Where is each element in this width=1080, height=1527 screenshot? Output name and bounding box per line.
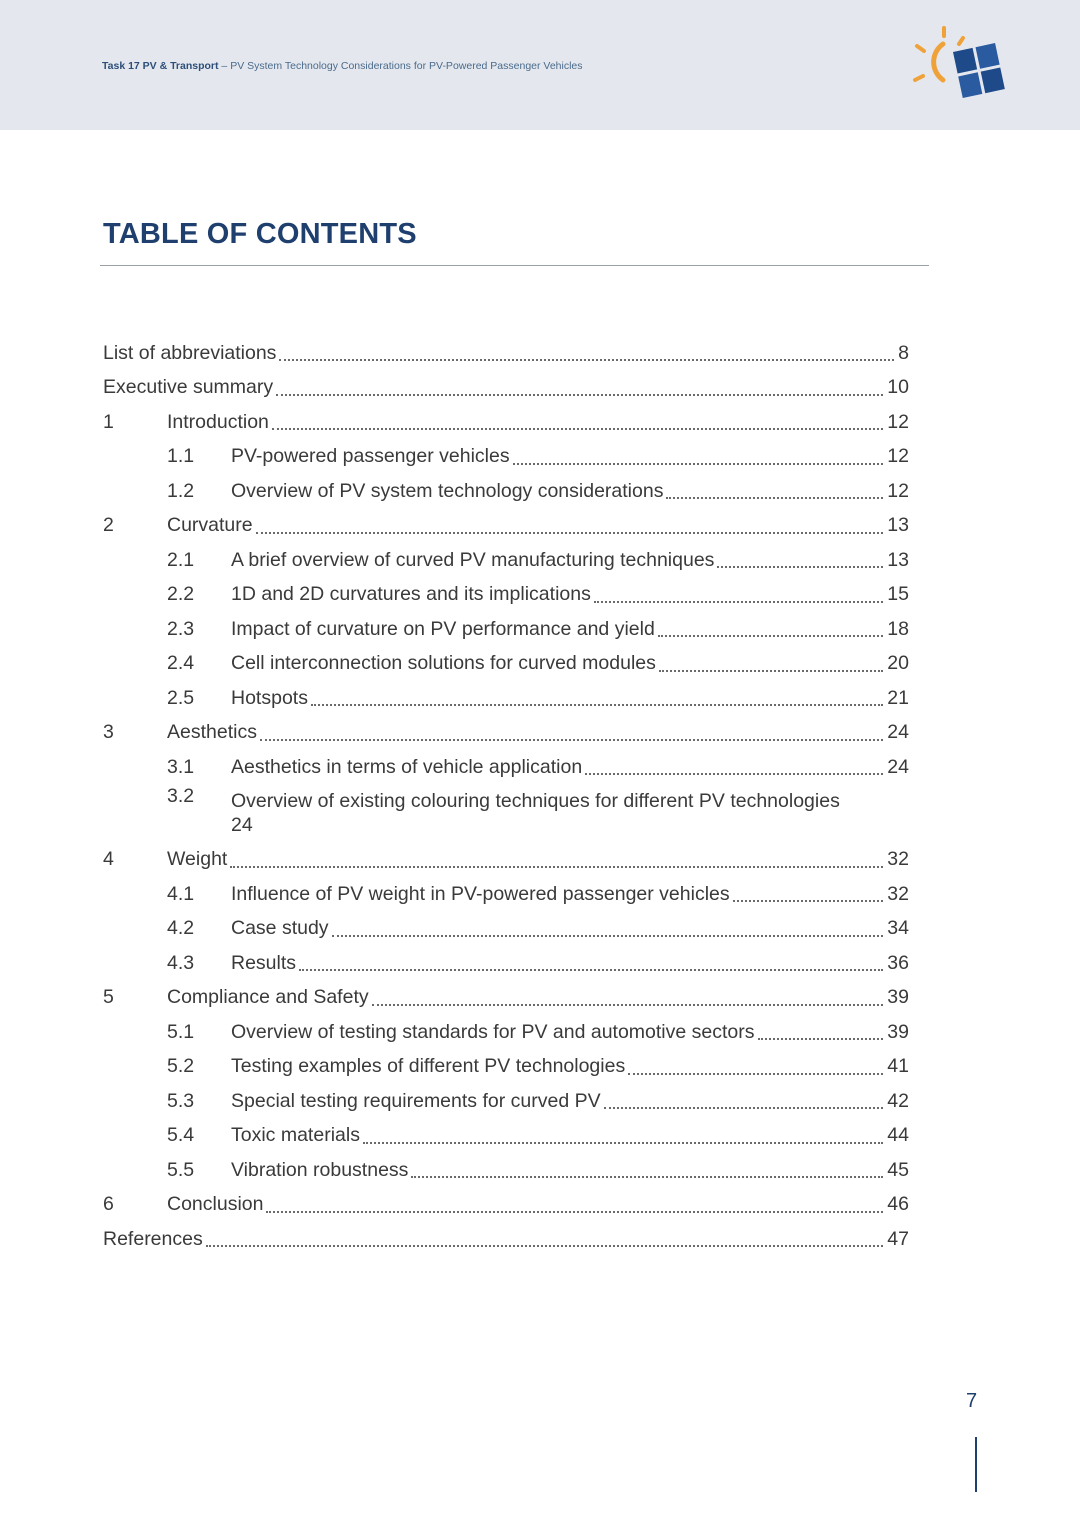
- toc-entry-page: 39: [887, 1020, 909, 1043]
- table-of-contents: [103, 336, 909, 1257]
- header-subtitle: – PV System Technology Considerations for PV-Powered Passenger Vehicles: [218, 60, 583, 72]
- toc-entry-page: 45: [887, 1158, 909, 1181]
- toc-entry-page: 18: [887, 617, 909, 640]
- sun-pv-panel-logo-icon: [905, 24, 1005, 114]
- toc-entry-title: Testing examples of different PV technologies: [231, 1055, 626, 1078]
- toc-dot-leader: [733, 876, 884, 902]
- toc-entry[interactable]: [103, 371, 909, 406]
- toc-entry-page: 32: [887, 848, 909, 871]
- toc-entry-title: Special testing requirements for curved PV: [231, 1089, 601, 1112]
- toc-dot-leader: [363, 1118, 883, 1144]
- toc-entry[interactable]: [103, 785, 909, 843]
- toc-dot-leader: [332, 911, 884, 937]
- toc-entry-number: 5.5: [167, 1158, 195, 1181]
- toc-entry[interactable]: [103, 681, 909, 716]
- toc-entry[interactable]: [103, 1153, 909, 1188]
- toc-entry-page: 44: [887, 1124, 909, 1147]
- header-running-title: [102, 60, 583, 72]
- toc-entry[interactable]: [103, 1119, 909, 1154]
- toc-entry-title: Influence of PV weight in PV-powered passenger vehicles: [231, 882, 730, 905]
- page-number-bar: [975, 1437, 977, 1492]
- toc-entry[interactable]: [103, 1015, 909, 1050]
- toc-entry-number: 5.3: [167, 1089, 195, 1112]
- toc-dot-leader: [279, 335, 894, 361]
- page-number: 7: [966, 1390, 978, 1412]
- toc-entry-page: 41: [887, 1055, 909, 1078]
- toc-dot-leader: [206, 1221, 884, 1247]
- toc-entry-title: Hotspots: [231, 686, 308, 709]
- toc-dot-leader: [266, 1187, 883, 1213]
- toc-entry-number: 1: [103, 410, 114, 433]
- toc-dot-leader: [311, 680, 883, 706]
- toc-entry[interactable]: [103, 750, 909, 785]
- toc-entry[interactable]: [103, 1050, 909, 1085]
- toc-entry-title: Executive summary: [103, 376, 274, 399]
- toc-dot-leader: [411, 1152, 883, 1178]
- toc-entry-page: 8: [898, 341, 909, 364]
- toc-entry-title: Toxic materials: [231, 1124, 360, 1147]
- toc-entry[interactable]: [103, 843, 909, 878]
- toc-entry-number: 2.5: [167, 686, 195, 709]
- toc-dot-leader: [513, 439, 884, 465]
- toc-entry[interactable]: [103, 543, 909, 578]
- toc-dot-leader: [604, 1083, 884, 1109]
- toc-dot-leader: [594, 577, 883, 603]
- toc-entry[interactable]: [103, 716, 909, 751]
- toc-entry-page: 39: [887, 986, 909, 1009]
- toc-entry[interactable]: [103, 1084, 909, 1119]
- toc-entry[interactable]: [103, 1222, 909, 1257]
- toc-entry-page: 24: [231, 813, 253, 836]
- toc-dot-leader: [585, 749, 883, 775]
- toc-entry-title: Overview of PV system technology considerations: [231, 479, 664, 502]
- toc-entry-title: Overview of testing standards for PV and automotive sectors: [231, 1020, 755, 1043]
- toc-entry-title: Weight: [167, 848, 228, 871]
- toc-entry-title: PV-powered passenger vehicles: [231, 445, 510, 468]
- toc-entry-title: Curvature: [167, 514, 253, 537]
- toc-entry-number: 5.4: [167, 1124, 195, 1147]
- toc-entry[interactable]: [103, 647, 909, 682]
- toc-entry-title: List of abbreviations: [103, 341, 277, 364]
- page-header: [0, 0, 1080, 130]
- toc-entry-page: 20: [887, 652, 909, 675]
- toc-entry-number: 4: [103, 848, 114, 871]
- toc-entry-number: 5: [103, 986, 114, 1009]
- toc-entry-title: Introduction: [167, 410, 269, 433]
- toc-entry-title: References: [103, 1227, 203, 1250]
- toc-dot-leader: [256, 508, 884, 534]
- toc-entry-title: Vibration robustness: [231, 1158, 409, 1181]
- toc-dot-leader: [659, 646, 883, 672]
- toc-title: TABLE OF CONTENTS: [103, 218, 417, 250]
- toc-entry-number: 1.1: [167, 445, 195, 468]
- toc-entry-number: 2: [103, 514, 114, 537]
- header-task-label: Task 17 PV & Transport: [102, 60, 219, 72]
- toc-entry-page: 42: [887, 1089, 909, 1112]
- toc-entry-page: 24: [887, 755, 909, 778]
- toc-entry-number: 2.2: [167, 583, 195, 606]
- toc-entry-page: 36: [887, 951, 909, 974]
- toc-entry-title: Aesthetics in terms of vehicle application: [231, 755, 583, 778]
- toc-entry-page: 10: [887, 376, 909, 399]
- toc-entry-title: Impact of curvature on PV performance and yield: [231, 617, 655, 640]
- toc-entry-title: Overview of existing colouring techniques for different PV technologies: [231, 789, 840, 812]
- toc-entry[interactable]: [103, 1188, 909, 1223]
- toc-entry-page: 13: [887, 548, 909, 571]
- toc-entry-page: 13: [887, 514, 909, 537]
- toc-entry-number: 6: [103, 1193, 114, 1216]
- toc-entry[interactable]: [103, 578, 909, 613]
- toc-entry-title: A brief overview of curved PV manufacturing techniques: [231, 548, 715, 571]
- toc-entry-page: 12: [887, 410, 909, 433]
- toc-entry-number: 4.3: [167, 951, 195, 974]
- toc-entry-number: 1.2: [167, 479, 195, 502]
- toc-dot-leader: [658, 611, 883, 637]
- toc-entry-page: 34: [887, 917, 909, 940]
- toc-dot-leader: [272, 404, 883, 430]
- toc-dot-leader: [372, 980, 884, 1006]
- toc-entry-page: 24: [887, 721, 909, 744]
- toc-dot-leader: [276, 370, 883, 396]
- toc-entry-page: 12: [887, 479, 909, 502]
- toc-entry-page: 21: [887, 686, 909, 709]
- toc-dot-leader: [717, 542, 883, 568]
- toc-entry[interactable]: [103, 336, 909, 371]
- toc-entry[interactable]: [103, 440, 909, 475]
- toc-entry-number: 5.1: [167, 1020, 195, 1043]
- toc-entry[interactable]: [103, 405, 909, 440]
- toc-entry-title: Aesthetics: [167, 721, 257, 744]
- toc-entry-number: 5.2: [167, 1055, 195, 1078]
- toc-entry[interactable]: [103, 946, 909, 981]
- toc-dot-leader: [628, 1049, 883, 1075]
- toc-entry-page: 32: [887, 882, 909, 905]
- toc-entry-number: 2.3: [167, 617, 195, 640]
- toc-entry[interactable]: [103, 509, 909, 544]
- title-divider: [100, 265, 929, 266]
- toc-entry-page: 46: [887, 1193, 909, 1216]
- toc-entry[interactable]: [103, 877, 909, 912]
- toc-dot-leader: [299, 945, 883, 971]
- toc-entry-page: 15: [887, 583, 909, 606]
- toc-entry-title: Case study: [231, 917, 329, 940]
- toc-entry-number: 2.1: [167, 548, 195, 571]
- toc-entry-number: 4.2: [167, 917, 195, 940]
- toc-entry-number: 2.4: [167, 652, 195, 675]
- toc-dot-leader: [230, 842, 883, 868]
- toc-entry-title: Cell interconnection solutions for curved modules: [231, 652, 656, 675]
- toc-dot-leader: [666, 473, 883, 499]
- toc-dot-leader: [260, 715, 883, 741]
- toc-entry-title: Conclusion: [167, 1193, 264, 1216]
- toc-entry-page: 12: [887, 445, 909, 468]
- toc-entry-title: 1D and 2D curvatures and its implications: [231, 583, 591, 606]
- toc-entry-page: 47: [887, 1227, 909, 1250]
- toc-entry-title: Compliance and Safety: [167, 986, 369, 1009]
- toc-entry[interactable]: [103, 474, 909, 509]
- toc-entry[interactable]: [103, 981, 909, 1016]
- toc-entry-number: 3: [103, 721, 114, 744]
- toc-entry-number: 4.1: [167, 882, 195, 905]
- toc-entry-title: Results: [231, 951, 297, 974]
- toc-entry[interactable]: [103, 612, 909, 647]
- toc-dot-leader: [758, 1014, 884, 1040]
- toc-entry-number: 3.1: [167, 755, 195, 778]
- toc-entry-number: 3.2: [167, 784, 195, 807]
- toc-entry[interactable]: [103, 912, 909, 947]
